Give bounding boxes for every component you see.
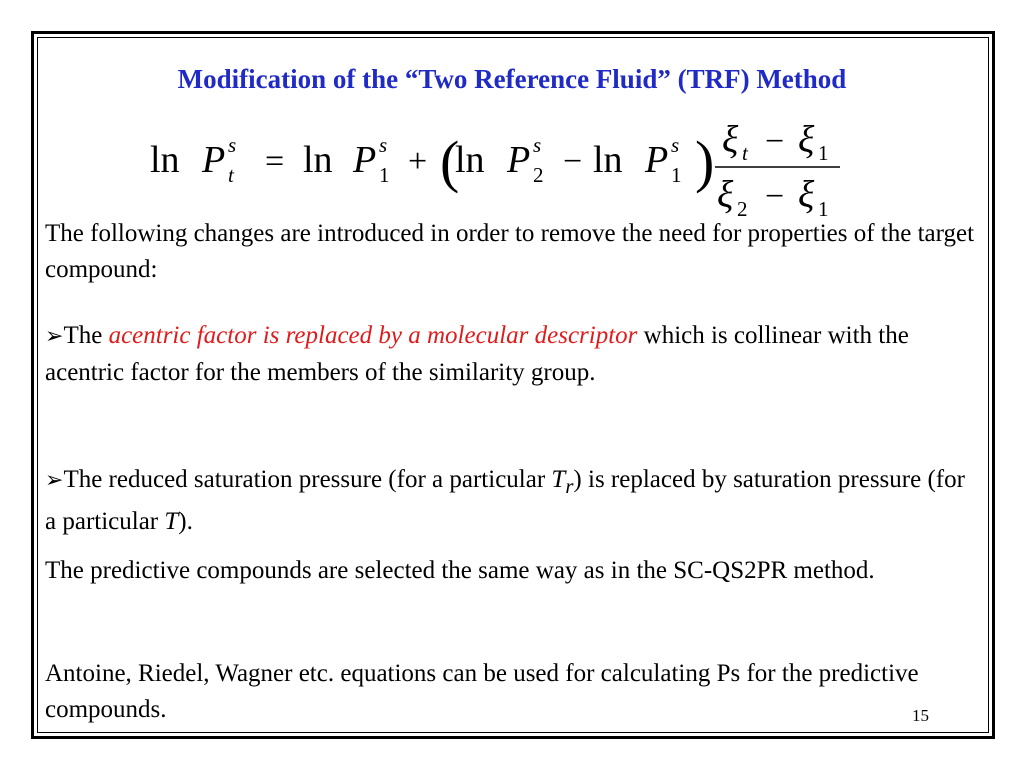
eq-sub-2: 2 [533, 163, 544, 187]
eq-sup-2: s [379, 133, 388, 157]
intro-paragraph: The following changes are introduced in order to remove the need for properties of the target compound: [45, 220, 975, 283]
eq-minus-2: − [765, 123, 785, 160]
eq-sub-1-a: 1 [379, 163, 390, 187]
eq-rparen: ) [695, 129, 715, 194]
eq-ln-2: ln [303, 139, 333, 181]
eq-minus-3: − [765, 178, 785, 215]
bullet1-prefix: The [63, 322, 109, 349]
eq-P-4: P [645, 139, 669, 181]
eq-sup-3: s [533, 133, 542, 157]
eq-plus: + [408, 143, 428, 180]
bullet-arrow-icon: ➢ [45, 324, 64, 349]
eq-P-1: P [202, 139, 226, 181]
equations-paragraph: Antoine, Riedel, Wagner etc. equations can be used for calculating Ps for the predictive compounds. [45, 660, 919, 723]
page-number: 15 [912, 706, 929, 725]
bullet-acentric [45, 318, 980, 391]
bullet2-var-T2: T [164, 508, 179, 535]
eq-xi-1b: ξ [798, 174, 815, 216]
eq-sub-t-2: t [742, 141, 748, 165]
eq-sub-2-b: 2 [737, 197, 748, 221]
bullet1-suffix: which is collinear with the acentric factor for the members of the similarity group. [45, 322, 909, 386]
trf-equation [150, 112, 870, 227]
bullet1-highlight: acentric factor is replaced by a molecular descriptor [108, 322, 638, 349]
eq-xi-t: ξ [722, 119, 739, 161]
bullet2-sub-r: r [565, 474, 574, 498]
predictive-paragraph: The predictive compounds are selected the same way as in the SC-QS2PR method. [45, 557, 875, 584]
eq-ln-1: ln [150, 139, 180, 181]
bullet2-var-T: T [551, 466, 566, 493]
eq-sup-1: s [228, 133, 237, 157]
eq-lparen: ( [440, 129, 460, 194]
eq-sup-4: s [671, 133, 680, 157]
eq-sub-1-c: 1 [818, 141, 829, 165]
eq-sub-1-d: 1 [818, 197, 829, 221]
bullet-arrow-icon: ➢ [45, 468, 64, 493]
eq-sub-t-1: t [228, 163, 234, 187]
eq-ln-4: ln [593, 139, 623, 181]
eq-xi-2: ξ [717, 174, 734, 216]
equation-svg [150, 112, 870, 227]
bullet2-middle: ) is replaced by saturation pressure (for a particular [45, 466, 965, 535]
bullet2-prefix: The reduced saturation pressure (for a particular [63, 466, 552, 493]
eq-ln-3: ln [455, 139, 485, 181]
slide-title: Modification of the “Two Reference Fluid” (TRF) Method [177, 64, 847, 94]
eq-xi-1a: ξ [798, 119, 815, 161]
bullet2-suffix: ). [178, 508, 193, 535]
eq-minus-1: − [563, 143, 583, 180]
bullet-pressure [45, 462, 980, 540]
eq-sub-1-b: 1 [671, 163, 682, 187]
eq-P-2: P [353, 139, 377, 181]
eq-equals: = [265, 143, 285, 180]
eq-P-3: P [507, 139, 531, 181]
